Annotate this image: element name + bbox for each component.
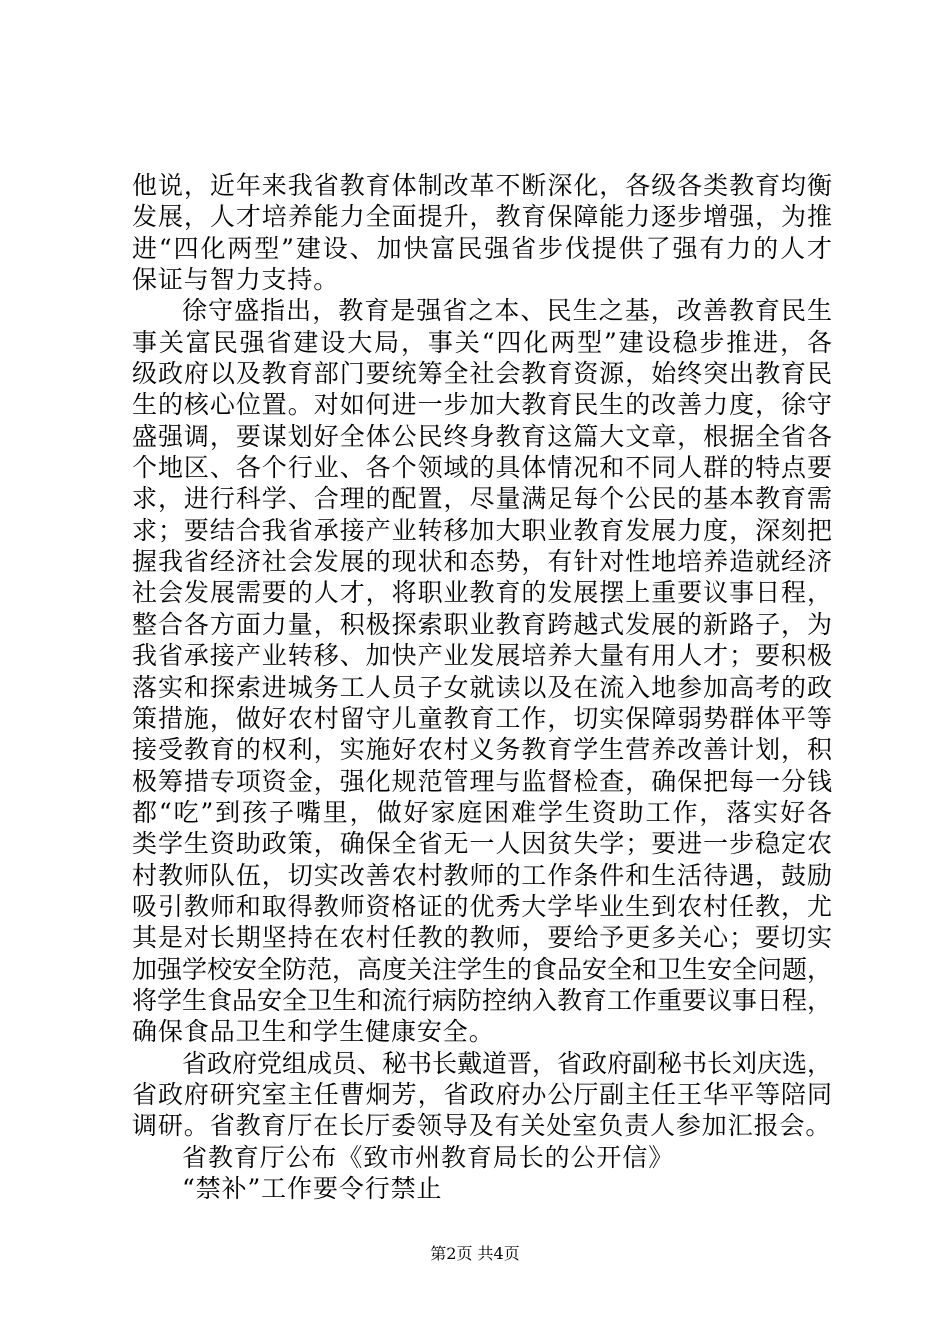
text-line: 极筹措专项资金，强化规范管理与监督检查，确保把每一分钱	[132, 766, 832, 796]
text-line: 求；要结合我省承接产业转移加大职业教育发展力度，深刻把	[132, 515, 832, 545]
text-line: 级政府以及教育部门要统筹全社会教育资源，始终突出教育民	[132, 359, 832, 389]
text-line: 吸引教师和取得教师资格证的优秀大学毕业生到农村任教，尤	[132, 891, 832, 921]
text-line: 发展，人才培养能力全面提升，教育保障能力逐步增强，为推	[132, 202, 832, 232]
text-line: 保证与智力支持。	[132, 265, 340, 295]
text-line: 整合各方面力量，积极探索职业教育跨越式发展的新路子，为	[132, 609, 832, 639]
text-line: 接受教育的权利，实施好农村义务教育学生营养改善计划，积	[132, 735, 832, 765]
text-line: 求，进行科学、合理的配置，尽量满足每个公民的基本教育需	[132, 484, 832, 514]
text-line: 确保食品卫生和学生健康安全。	[132, 1017, 495, 1047]
text-line: 徐守盛指出，教育是强省之本、民生之基，改善教育民生	[182, 296, 832, 326]
text-line: 进“四化两型”建设、加快富民强省步伐提供了强有力的人才	[132, 233, 832, 263]
text-line: 他说，近年来我省教育体制改革不断深化，各级各类教育均衡	[132, 171, 832, 200]
document-body	[132, 170, 832, 1204]
text-line: 我省承接产业转移、加快产业发展培养大量有用人才；要积极	[132, 641, 832, 671]
text-line: 都“吃”到孩子嘴里，做好家庭困难学生资助工作，落实好各	[132, 797, 832, 827]
text-line: 个地区、各个行业、各个领域的具体情况和不同人群的特点要	[132, 453, 832, 483]
text-line: 省政府党组成员、秘书长戴道晋，省政府副秘书长刘庆选，	[182, 1048, 833, 1078]
text-line: 策措施，做好农村留守儿童教育工作，切实保障弱势群体平等	[132, 703, 832, 733]
text-line: 村教师队伍，切实改善农村教师的工作条件和生活待遇，鼓励	[132, 860, 832, 890]
text-line: 类学生资助政策，确保全省无一人因贫失学；要进一步稳定农	[132, 829, 832, 859]
text-line: 将学生食品安全卫生和流行病防控纳入教育工作重要议事日程，	[132, 985, 833, 1015]
section-heading: 省教育厅公布《致市州教育局长的公开信》	[182, 1142, 675, 1172]
text-line: 省政府研究室主任曹炯芳，省政府办公厅副主任王华平等陪同	[132, 1079, 832, 1109]
text-line: 盛强调，要谋划好全体公民终身教育这篇大文章，根据全省各	[132, 421, 832, 451]
text-line: 社会发展需要的人才，将职业教育的发展摆上重要议事日程，	[132, 578, 832, 608]
text-line: 落实和探索进城务工人员子女就读以及在流入地参加高考的政	[132, 672, 832, 702]
text-line: 其是对长期坚持在农村任教的教师，要给予更多关心；要切实	[132, 923, 832, 953]
text-line: 生的核心位置。对如何进一步加大教育民生的改善力度，徐守	[132, 390, 832, 420]
text-line: 事关富民强省建设大局，事关“四化两型”建设稳步推进，各	[132, 327, 832, 357]
text-line: 握我省经济社会发展的现状和态势，有针对性地培养造就经济	[132, 547, 832, 577]
text-line: 加强学校安全防范，高度关注学生的食品安全和卫生安全问题，	[132, 954, 833, 984]
text-line: 调研。省教育厅在长厅委领导及有关处室负责人参加汇报会。	[132, 1111, 832, 1141]
page-number: 第2页 共4页	[430, 1244, 520, 1263]
section-heading: “禁补”工作要令行禁止	[182, 1174, 443, 1203]
